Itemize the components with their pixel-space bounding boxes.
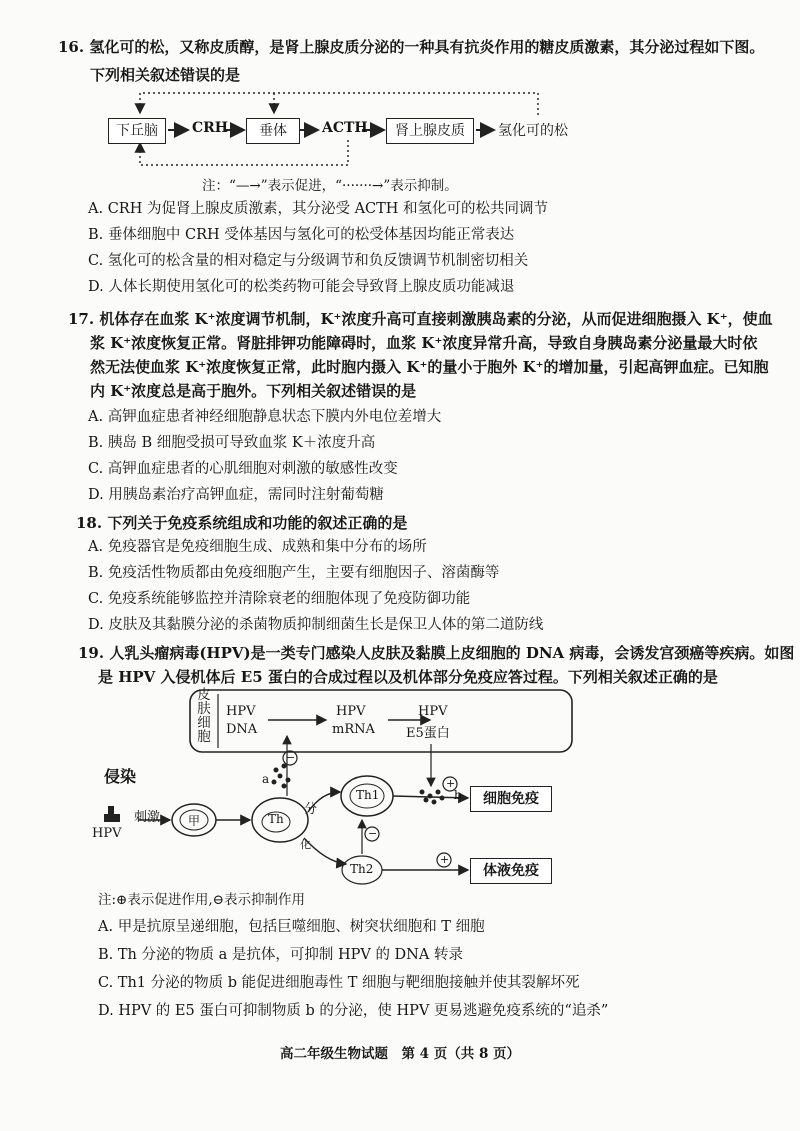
skin-cell-char-1: 皮 <box>197 687 211 703</box>
q19-option-d: D. HPV 的 E5 蛋白可抑制物质 b 的分泌，使 HPV 更易逃避免疫系统的“追杀” <box>98 1003 609 1019</box>
skin-cell-char-2: 肤 <box>197 701 211 717</box>
q17-option-a: A. 高钾血症患者神经细胞静息状态下膜内外电位差增大 <box>88 409 442 425</box>
q17-stem-line2: 浆 K⁺浓度恢复正常。肾脏排钾功能障碍时，血浆 K⁺浓度异常升高，导致自身胰岛素分泌量最大时依 <box>90 334 758 352</box>
q19-stem-line2: 是 HPV 入侵机体后 E5 蛋白的合成过程以及机体部分免疫应答过程。下列相关叙述正确的是 <box>98 668 718 686</box>
plus-sign-2: + <box>440 853 450 866</box>
q19-option-b: B. Th 分泌的物质 a 是抗体，可抑制 HPV 的 DNA 转录 <box>98 947 463 963</box>
stimulation-label: 刺激 <box>134 810 161 825</box>
e5-label-2: E5蛋白 <box>406 726 450 741</box>
q17-stem-line3: 然无法使血浆 K⁺浓度恢复正常，此时胞内摄入 K⁺的量小于胞外 K⁺的增加量，引起高钾血症。已知胞 <box>90 358 769 376</box>
th-cell-label: Th <box>268 812 284 826</box>
skin-cell-label <box>196 688 212 744</box>
q19-stem-line1: 19. 人乳头瘤病毒(HPV)是一类专门感染人皮肤及黏膜上皮细胞的 DNA 病毒，会诱发宫颈癌等疾病。如图 <box>78 644 795 662</box>
skin-cell-char-3: 细 <box>197 715 211 731</box>
q16-option-a: A. CRH 为促肾上腺皮质激素，其分泌受 ACTH 和氢化可的松共同调节 <box>88 201 549 217</box>
acth-label: ACTH <box>322 120 368 136</box>
q16-option-c: C. 氢化可的松含量的相对稳定与分级调节和负反馈调节机制密切相关 <box>88 253 529 269</box>
skin-cell-char-4: 胞 <box>197 729 211 745</box>
hpv-dna-label-2: DNA <box>226 722 258 737</box>
th2-cell-label: Th2 <box>350 862 374 876</box>
hypothalamus-box: 下丘脑 <box>108 118 166 144</box>
q16-option-b: B. 垂体细胞中 CRH 受体基因与氢化可的松受体基因均能正常表达 <box>88 227 515 243</box>
hpv-dna-label-1: HPV <box>226 704 256 719</box>
q16-stem-line1: 16. 氢化可的松，又称皮质醇，是肾上腺皮质分泌的一种具有抗炎作用的糖皮质激素，其分泌过程如下图。 <box>58 38 765 56</box>
q17-option-d: D. 用胰岛素治疗高钾血症，需同时注射葡萄糖 <box>88 487 384 503</box>
hpv-mrna-label-1: HPV <box>336 704 366 719</box>
q19-option-c: C. Th1 分泌的物质 b 能促进细胞毒性 T 细胞与靶细胞接触并使其裂解坏死 <box>98 975 580 991</box>
adrenal-cortex-box: 肾上腺皮质 <box>386 118 474 144</box>
q19-note: 注:⊕表示促进作用,⊖表示抑制作用 <box>98 892 305 908</box>
substance-a-label: a <box>262 772 270 786</box>
plus-sign-1: + <box>446 777 456 790</box>
q18-option-b: B. 免疫活性物质都由免疫细胞产生，主要有细胞因子、溶菌酶等 <box>88 565 500 581</box>
differentiate-label-2: 化 <box>300 838 311 851</box>
q18-option-a: A. 免疫器官是免疫细胞生成、成熟和集中分布的场所 <box>88 539 427 555</box>
q17-option-b: B. 胰岛 B 细胞受损可导致血浆 K＋浓度升高 <box>88 435 376 451</box>
q17-stem-line4: 内 K⁺浓度总是高于胞外。下列相关叙述错误的是 <box>90 382 417 400</box>
jia-cell-label: 甲 <box>188 814 201 828</box>
crh-label: CRH <box>192 120 229 136</box>
pituitary-box: 垂体 <box>246 118 300 144</box>
cellular-immunity-box: 细胞免疫 <box>470 786 552 812</box>
q16-note: 注：“—→”表示促进，“·······→”表示抑制。 <box>202 178 458 194</box>
q17-stem-line1: 17. 机体存在血浆 K⁺浓度调节机制，K⁺浓度升高可直接刺激胰岛素的分泌，从而促进细胞摄入 K⁺，使血 <box>68 310 773 328</box>
humoral-immunity-box: 体液免疫 <box>470 858 552 884</box>
minus-sign-1: − <box>286 751 296 764</box>
infection-label: 侵染 <box>104 767 137 786</box>
page-footer: 高二年级生物试题 第 4 页（共 8 页） <box>279 1046 521 1062</box>
th1-cell-label: Th1 <box>356 788 380 802</box>
substance-b-label: b <box>454 788 462 802</box>
minus-sign-2: − <box>368 827 378 840</box>
hydrocortisone-label: 氢化可的松 <box>498 123 568 139</box>
e5-label-1: HPV <box>418 704 448 719</box>
q18-option-d: D. 皮肤及其黏膜分泌的杀菌物质抑制细菌生长是保卫人体的第二道防线 <box>88 617 544 633</box>
q16-option-d: D. 人体长期使用氢化可的松类药物可能会导致肾上腺皮质功能减退 <box>88 279 515 295</box>
differentiate-label-1: 分 <box>304 802 318 817</box>
hpv-label: HPV <box>92 826 122 841</box>
q18-stem: 18. 下列关于免疫系统组成和功能的叙述正确的是 <box>76 514 408 532</box>
q18-option-c: C. 免疫系统能够监控并清除衰老的细胞体现了免疫防御功能 <box>88 591 471 607</box>
q19-option-a: A. 甲是抗原呈递细胞，包括巨噬细胞、树突状细胞和 T 细胞 <box>98 919 485 935</box>
q17-option-c: C. 高钾血症患者的心肌细胞对刺激的敏感性改变 <box>88 461 398 477</box>
hpv-mrna-label-2: mRNA <box>332 722 375 737</box>
q16-stem-line2: 下列相关叙述错误的是 <box>90 66 241 84</box>
